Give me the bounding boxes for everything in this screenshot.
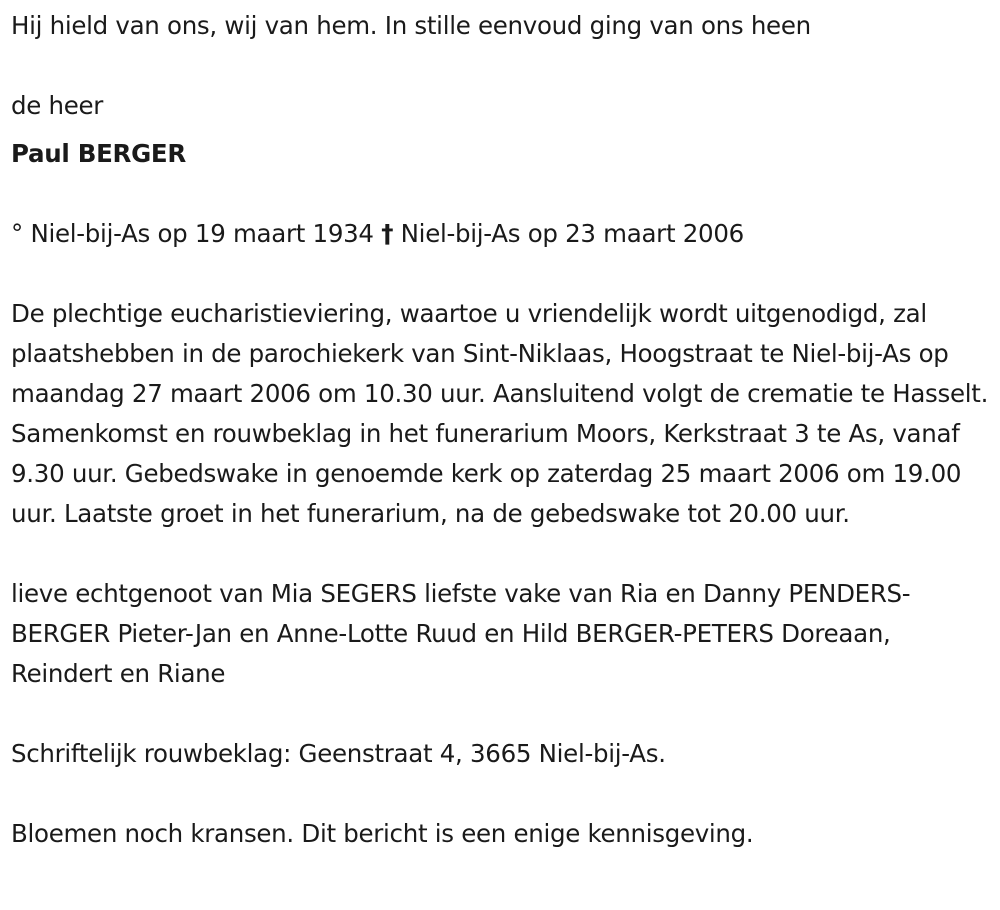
- spacer: [11, 254, 996, 294]
- life-dates: [11, 214, 996, 254]
- birth-mark: °: [11, 219, 23, 248]
- spacer: [11, 174, 996, 214]
- obituary-notice: [11, 6, 996, 854]
- spacer: [11, 774, 996, 814]
- death-date: Niel-bij-As op 23 maart 2006: [400, 219, 744, 248]
- spacer: [11, 534, 996, 574]
- salutation: de heer: [11, 91, 104, 120]
- intro-text: Hij hield van ons, wij van hem. In stille eenvoud ging van ons heen: [11, 11, 811, 40]
- dagger-icon: †: [381, 219, 394, 248]
- birth-date: Niel-bij-As op 19 maart 1934: [30, 219, 374, 248]
- spacer: [11, 46, 996, 86]
- family-text: lieve echtgenoot van Mia SEGERS liefste vake van Ria en Danny PENDERS-BERGER Pieter-Jan en Anne-Lotte Ruud en Hild BERGER-PETERS Doreaan, Reindert en Riane: [11, 579, 911, 688]
- closing-text: Bloemen noch kransen. Dit bericht is een enige kennisgeving.: [11, 819, 754, 848]
- spacer: [11, 694, 996, 734]
- ceremony-text: De plechtige eucharistieviering, waartoe u vriendelijk wordt uitgenodigd, zal plaatshebben in de parochiekerk van Sint-Niklaas, Hoogstraat te Niel-bij-As op maandag 27 maart 2006 om 10.30 uur. Aansluitend volgt de crematie te Hasselt. Samenkomst en rouwbeklag in het funerarium Moors, Kerkstraat 3 te As, vanaf 9.30 uur. Gebedswake in genoemde kerk op zaterdag 25 maart 2006 om 19.00 uur. Laatste groet in het funerarium, na de gebedswake tot 20.00 uur.: [11, 299, 989, 528]
- deceased-name: Paul BERGER: [11, 139, 186, 168]
- condolence-address: Schriftelijk rouwbeklag: Geenstraat 4, 3665 Niel-bij-As.: [11, 739, 666, 768]
